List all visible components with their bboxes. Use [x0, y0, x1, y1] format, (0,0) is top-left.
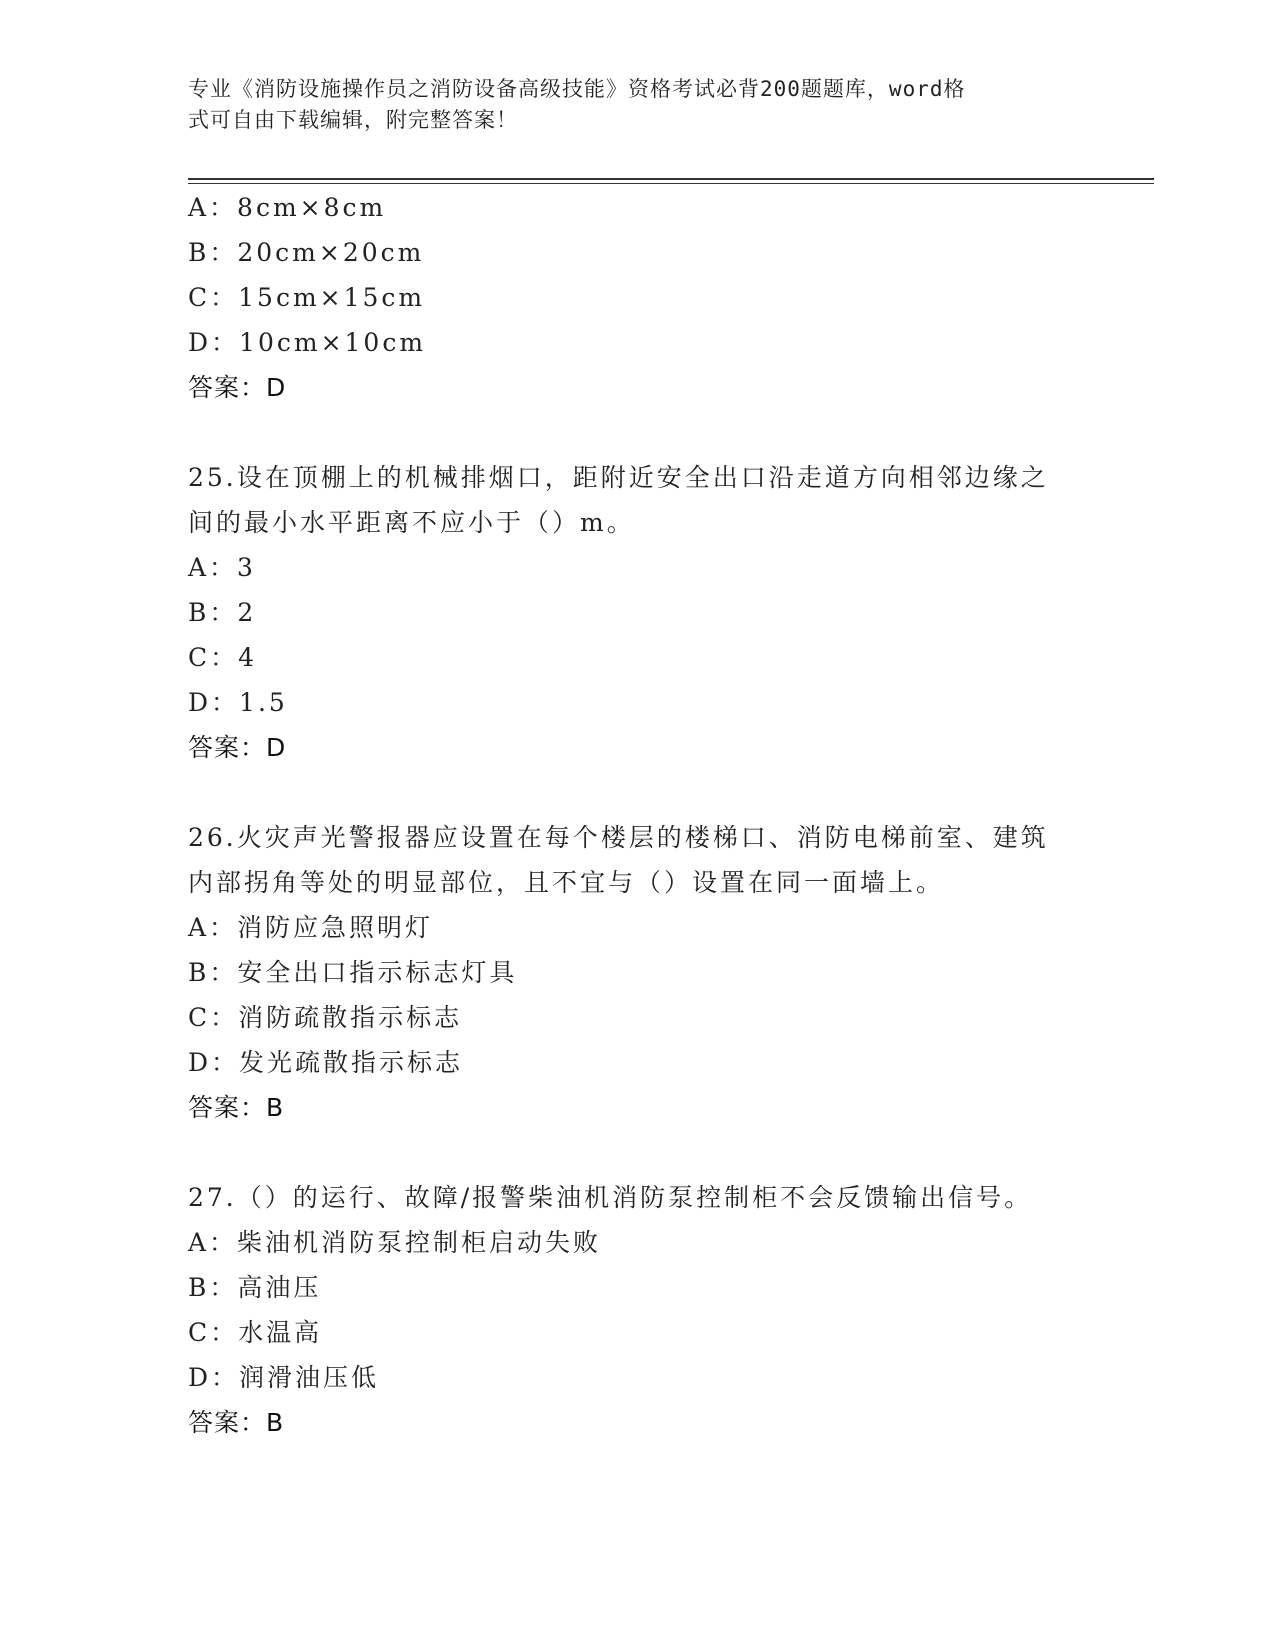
- q27-option-b: B：高油压: [188, 1273, 322, 1302]
- header-line-1: 专业《消防设施操作员之消防设备高级技能》资格考试必背200题题库，word格: [188, 77, 966, 101]
- q25-option-d: D：1.5: [188, 688, 288, 717]
- q25-option-b: B：2: [188, 598, 257, 627]
- q26-option-c: C：消防疏散指示标志: [188, 1003, 463, 1032]
- q25-question-line-2: 间的最小水平距离不应小于（）m。: [188, 508, 635, 537]
- q24-answer: 答案：D: [188, 373, 287, 402]
- q27-option-c: C：水温高: [188, 1318, 323, 1347]
- q26-option-a: A：消防应急照明灯: [188, 913, 434, 942]
- q27-option-a: A：柴油机消防泵控制柜启动失败: [188, 1228, 602, 1257]
- q24-option-d: D：10cm×10cm: [188, 328, 427, 357]
- q25-option-c: C：4: [188, 643, 258, 672]
- q25-question-line-1: 25.设在顶棚上的机械排烟口，距附近安全出口沿走道方向相邻边缘之: [188, 463, 1049, 492]
- q26-answer: 答案：B: [188, 1093, 285, 1122]
- header-divider: [188, 178, 1154, 184]
- q24-option-a: A：8cm×8cm: [188, 193, 387, 222]
- q27-answer: 答案：B: [188, 1408, 285, 1437]
- q26-question-line-1: 26.火灾声光警报器应设置在每个楼层的楼梯口、消防电梯前室、建筑: [188, 823, 1049, 852]
- q27-option-d: D：润滑油压低: [188, 1363, 380, 1392]
- document-header: [188, 74, 1068, 136]
- q26-option-b: B：安全出口指示标志灯具: [188, 958, 518, 987]
- header-line-2: 式可自由下载编辑，附完整答案！: [188, 108, 518, 132]
- q24-option-b: B：20cm×20cm: [188, 238, 425, 267]
- q25-answer: 答案：D: [188, 733, 287, 762]
- q26-question-line-2: 内部拐角等处的明显部位，且不宜与（）设置在同一面墙上。: [188, 868, 945, 897]
- q26-option-d: D：发光疏散指示标志: [188, 1048, 464, 1077]
- q27-question-line-1: 27.（）的运行、故障/报警柴油机消防泵控制柜不会反馈输出信号。: [188, 1183, 1033, 1212]
- q24-option-c: C：15cm×15cm: [188, 283, 426, 312]
- q25-option-a: A：3: [188, 553, 256, 582]
